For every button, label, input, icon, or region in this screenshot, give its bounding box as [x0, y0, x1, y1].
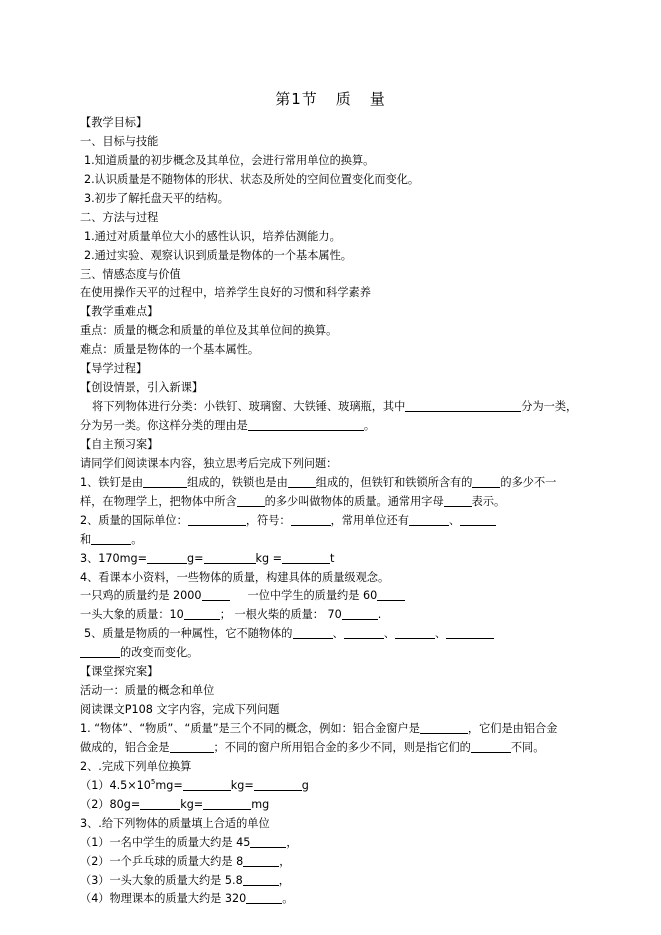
- hard-point: 难点：质量是物体的一个基本属性。: [80, 343, 260, 357]
- q4-chicken-student: 一只鸡的质量约是 2000 一位中学生的质量约是 60: [80, 587, 585, 606]
- p2-item-2: （2）80g= kg= mg: [80, 797, 270, 811]
- p2-1-g-blank[interactable]: [254, 778, 302, 791]
- preview-instructions: 请同学们阅读课本内容，独立思考后完成下列问题：: [80, 456, 338, 470]
- q5-line-1: 5、质量是物质的一种属性，它不随物体的 、 、 、: [80, 625, 585, 644]
- p2-item-1: $(1)4.5\times 10^5mg= kg= g$: [80, 777, 309, 792]
- q5-blank-5[interactable]: [80, 645, 120, 658]
- goals-section-2: 二、方法与过程: [80, 210, 159, 224]
- q3-blank-kg[interactable]: [204, 551, 256, 564]
- p3-1-unit[interactable]: [250, 835, 286, 848]
- q1-line-1: 1、铁钉是由 组成的，铁锁也是由 组成的，但铁钉和铁锁所含有的 的多少不一: [80, 475, 557, 489]
- q2-line-2: 和 。: [80, 532, 143, 546]
- intro-header: 【创设情景，引入新课】: [80, 381, 204, 395]
- q5-blank-3[interactable]: [395, 626, 435, 639]
- keypoints-header: 【教学重难点】: [80, 305, 159, 319]
- q1-blank-5[interactable]: [444, 494, 472, 507]
- teaching-goals-header: 【教学目标】: [80, 116, 148, 129]
- goals-2-item-1: 1.通过对质量单位大小的感性认识，培养估测能力。: [84, 229, 341, 243]
- activity-1: 活动一：质量的概念和单位: [80, 684, 215, 698]
- q5-line-2: 的改变而变化。: [80, 644, 585, 663]
- p1-line-2: 做成的，铝合金是 ；不同的窗户所用铝合金的多少不同，则是指它们的 不同。: [80, 740, 545, 754]
- q2-symbol-blank[interactable]: [291, 513, 331, 526]
- p3-3-unit[interactable]: [243, 873, 279, 886]
- q4-chicken-unit[interactable]: [202, 588, 230, 601]
- q3-blank-t[interactable]: [282, 551, 330, 564]
- p2-line: 2、.完成下列单位换算: [80, 759, 192, 773]
- q4-student-unit[interactable]: [377, 588, 405, 601]
- q1-line-2: 样，在物理学上，把物体中所含 的多少叫做物体的质量。通常用字母 表示。: [80, 494, 506, 508]
- p1-blank-3[interactable]: [471, 740, 511, 753]
- goals-1-item-1: 1.知道质量的初步概念及其单位，会进行常用单位的换算。: [84, 153, 375, 167]
- page-title: [0, 88, 661, 109]
- goals-section-1: 一、目标与技能: [80, 134, 159, 148]
- goals-1-item-3: 3.初步了解托盘天平的结构。: [84, 191, 229, 205]
- intro-line-1: 将下列物体进行分类：小铁钉、玻璃窗、大铁锤、玻璃瓶，其中 分为一类，: [92, 400, 578, 414]
- q4-line: 4、看课本小资料，一些物体的质量，构建具体的质量级观念。: [80, 570, 390, 584]
- p1-blank-2[interactable]: [170, 740, 214, 753]
- goals-3-text: 在使用操作天平的过程中，培养学生良好的习惯和科学素养: [80, 286, 371, 300]
- title-section-number: 第1节: [275, 90, 318, 108]
- classify-reason-blank[interactable]: [248, 418, 364, 431]
- process-header: 【导学过程】: [80, 362, 148, 376]
- q1-blank-2[interactable]: [288, 475, 316, 488]
- preview-header: 【自主预习案】: [80, 437, 159, 451]
- key-point: 重点：质量的概念和质量的单位及其单位间的换算。: [80, 324, 338, 338]
- q2-line-1: 2、质量的国际单位： ，符号： ，常用单位还有 、: [80, 512, 585, 531]
- reading-instruction: 阅读课文P108 文字内容，完成下列问题: [80, 703, 280, 717]
- q1-blank-4[interactable]: [237, 494, 265, 507]
- q2-unit-blank[interactable]: [188, 513, 246, 526]
- intro-line-2: 分为另一类。你这样分类的理由是 。: [80, 419, 376, 432]
- goals-1-item-2: 2.认识质量是不随物体的形状、状态及所处的空间位置变化而变化。: [84, 172, 420, 186]
- classify-blank-1[interactable]: [405, 399, 521, 412]
- q5-blank-2[interactable]: [344, 626, 384, 639]
- q2-common-blank-3[interactable]: [91, 532, 131, 545]
- p3-item-2: （2）一个乒乓球的质量大约是 8 ，: [80, 854, 291, 868]
- explore-header: 【课堂探究案】: [80, 665, 159, 679]
- q4-elephant-match: 一头大象的质量：10 ； 一根火柴的质量： 70 .: [80, 608, 382, 622]
- p3-item-4: （4）物理课本的质量大约是 320 。: [80, 892, 294, 906]
- document-body: [80, 114, 585, 909]
- q2-common-blank-2[interactable]: [460, 513, 496, 526]
- goals-section-3: 三、情感态度与价值: [80, 267, 181, 281]
- q2-common-blank-1[interactable]: [409, 513, 449, 526]
- q1-blank-1[interactable]: [143, 475, 187, 488]
- q5-blank-4[interactable]: [446, 626, 494, 639]
- p1-blank-1[interactable]: [420, 721, 468, 734]
- p2-1-kg-blank[interactable]: [183, 778, 231, 791]
- q4-elephant-unit[interactable]: [184, 607, 220, 620]
- title-char-1: 质: [335, 90, 352, 108]
- q4-match-unit[interactable]: [342, 607, 378, 620]
- p2-2-kg-blank[interactable]: [140, 797, 180, 810]
- p3-4-unit[interactable]: [246, 891, 282, 904]
- p2-2-mg-blank[interactable]: [203, 797, 251, 810]
- q3-blank-g[interactable]: [147, 551, 187, 564]
- p3-item-1: （1）一名中学生的质量大约是 45 ，: [80, 835, 298, 849]
- goals-2-item-2: 2.通过实验、观察认识到质量是物体的一个基本属性。: [84, 248, 352, 262]
- p3-item-3: （3）一头大象的质量大约是 5.8 ，: [80, 873, 290, 887]
- q3-line: 3、170mg= g= kg = t: [80, 551, 335, 565]
- p1-line-1: 1. “物体”、“物质”、“质量”是三个不同的概念，例如：铝合金窗户是 ，它们是由铝合金: [80, 722, 558, 735]
- title-char-2: 量: [369, 90, 386, 108]
- q1-blank-3[interactable]: [472, 475, 500, 488]
- p3-line: 3、.给下列物体的质量填上合适的单位: [80, 816, 270, 830]
- p3-2-unit[interactable]: [243, 854, 279, 867]
- q5-blank-1[interactable]: [293, 626, 333, 639]
